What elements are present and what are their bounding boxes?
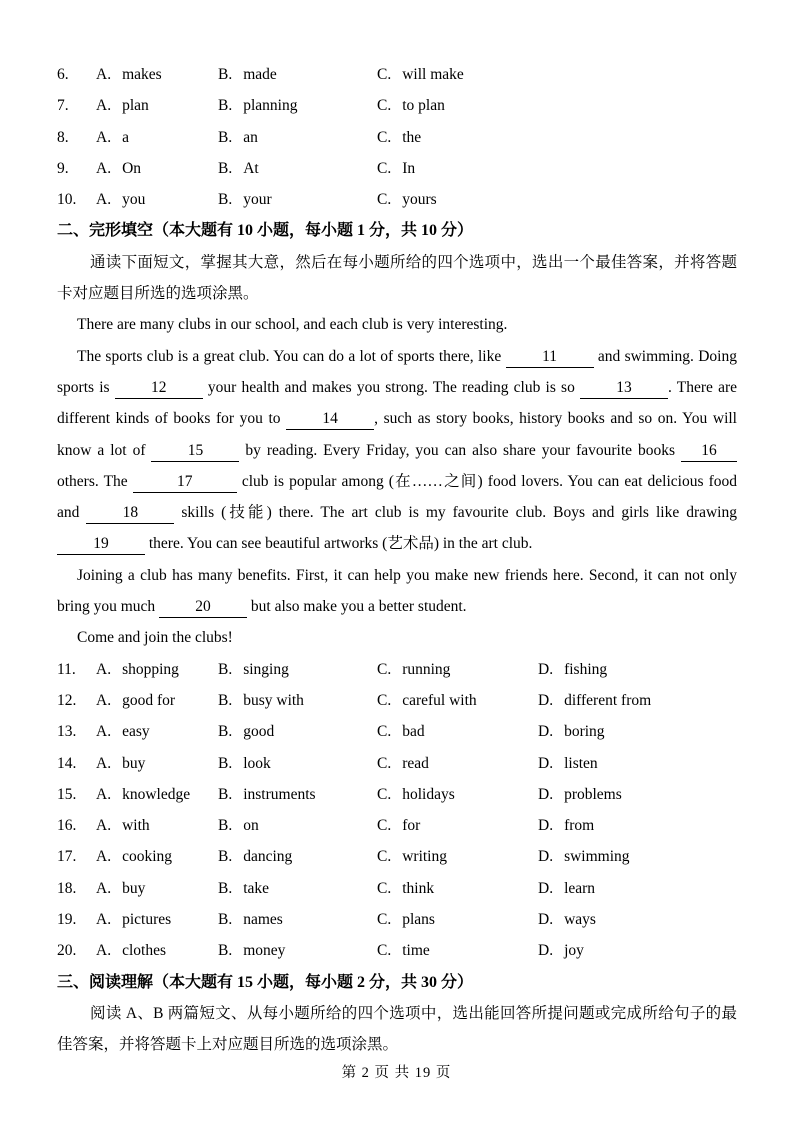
option-cell <box>218 935 377 966</box>
option-cell <box>538 841 737 872</box>
passage-text: your health and makes you strong. The reading club is so <box>202 378 580 396</box>
cloze-blank <box>86 503 174 524</box>
option-text: a <box>122 128 129 146</box>
option-cell <box>377 685 538 716</box>
option-text: take <box>243 879 270 897</box>
option-text: shopping <box>122 660 179 678</box>
option-label: D. <box>538 660 554 678</box>
question-number: 20. <box>57 942 77 960</box>
question-number: 14. <box>57 754 77 772</box>
option-text: At <box>243 159 259 177</box>
cloze-instructions: 通读下面短文，掌握其大意，然后在每小题所给的四个选项中，选出一个最佳答案，并将答题卡对应题目所选的选项涂黑。 <box>57 253 737 303</box>
option-cell <box>218 685 377 716</box>
option-cell <box>218 59 377 90</box>
option-label: A. <box>96 911 112 929</box>
option-cell <box>96 59 218 90</box>
question-row <box>57 685 737 716</box>
option-cell <box>377 122 538 153</box>
option-text: easy <box>122 723 150 741</box>
option-cell <box>377 153 538 184</box>
passage-text: but also make you a better student. <box>247 598 467 616</box>
question-number: 10. <box>57 191 77 209</box>
blank-number: 13 <box>616 378 632 396</box>
passage-text: Joining a club has many benefits. First, it can help you make new friends here. Second, it can not only bring you much <box>57 566 737 616</box>
option-text: writing <box>402 848 447 866</box>
cloze-blank <box>681 441 737 462</box>
option-cell <box>96 904 218 935</box>
question-number: 16. <box>57 817 77 835</box>
cloze-blank <box>115 378 203 399</box>
option-label: D. <box>538 691 554 709</box>
option-label: A. <box>96 66 112 83</box>
option-cell <box>96 122 218 153</box>
option-label: C. <box>377 191 392 209</box>
cloze-blank <box>286 409 374 430</box>
blank-number: 19 <box>93 535 109 553</box>
option-text: plan <box>122 97 149 115</box>
option-label: B. <box>218 66 233 83</box>
option-text: makes <box>122 66 162 83</box>
passage-paragraph <box>57 309 737 340</box>
option-label: A. <box>96 128 112 146</box>
option-cell <box>377 841 538 872</box>
option-text: read <box>402 754 429 772</box>
option-cell <box>96 873 218 904</box>
option-cell <box>218 122 377 153</box>
option-cell <box>96 184 218 215</box>
option-text: planning <box>243 97 298 115</box>
option-label: D. <box>538 785 554 803</box>
question-row <box>57 184 737 215</box>
cloze-section-title: 二、完形填空（本大题有 10 小题，每小题 1 分，共 10 分） <box>57 222 474 240</box>
question-row <box>57 873 737 904</box>
option-label: B. <box>218 911 233 929</box>
option-cell <box>218 873 377 904</box>
passage-text: , such as story books, history books and so on. You will know a lot of <box>57 410 737 459</box>
option-label: A. <box>96 159 112 177</box>
option-text: singing <box>243 660 289 678</box>
cloze-options-block <box>57 654 737 967</box>
option-text: swimming <box>564 848 630 866</box>
option-label: A. <box>96 848 112 866</box>
option-text: with <box>122 817 150 835</box>
option-cell <box>218 841 377 872</box>
option-cell <box>96 90 218 121</box>
page-number-footer: 第 2 页 共 19 页 <box>341 1065 452 1081</box>
option-cell <box>377 779 538 810</box>
blank-number: 14 <box>322 410 338 428</box>
option-text: think <box>402 879 435 897</box>
passage-text: . There are different kinds of books for you to <box>57 378 737 428</box>
passage-text: There are many clubs in our school, and each club is very interesting. <box>77 316 508 334</box>
option-text: joy <box>564 942 584 960</box>
question-row <box>57 122 737 153</box>
option-cell <box>96 935 218 966</box>
question-row <box>57 904 737 935</box>
option-label: D. <box>538 942 554 960</box>
option-text: clothes <box>122 942 166 960</box>
option-text: the <box>402 128 422 146</box>
option-cell <box>538 716 737 747</box>
option-label: D. <box>538 911 554 929</box>
option-text: will make <box>402 66 464 83</box>
option-label: B. <box>218 785 233 803</box>
cloze-blank <box>159 597 247 618</box>
option-text: listen <box>564 754 598 772</box>
question-number: 17. <box>57 848 77 866</box>
option-text: In <box>402 159 416 177</box>
option-label: D. <box>538 848 554 866</box>
option-cell <box>377 810 538 841</box>
cloze-blank <box>133 472 237 493</box>
option-label: C. <box>377 848 392 866</box>
option-label: C. <box>377 911 392 929</box>
option-cell <box>218 716 377 747</box>
option-text: instruments <box>243 785 316 803</box>
option-label: C. <box>377 66 392 83</box>
option-cell <box>377 184 538 215</box>
question-row <box>57 748 737 779</box>
reading-instructions: 阅读 A、B 两篇短文、从每小题所给的四个选项中，选出能回答所提问题或完成所给句子的最佳答案，并将答题卡上对应题目所选的选项涂黑。 <box>57 1004 737 1054</box>
option-cell <box>377 90 538 121</box>
option-cell <box>96 716 218 747</box>
passage-text: skills (技能) there. The art club is my favourite club. Boys and girls like drawing <box>174 504 737 522</box>
option-label: B. <box>218 723 233 741</box>
option-label: C. <box>377 128 392 146</box>
option-label: D. <box>538 817 554 835</box>
cloze-blank <box>506 347 594 368</box>
cloze-blank <box>151 441 239 462</box>
question-row <box>57 935 737 966</box>
question-row <box>57 779 737 810</box>
question-number: 13. <box>57 723 77 741</box>
option-text: for <box>402 817 421 835</box>
option-label: C. <box>377 785 392 803</box>
cloze-blank <box>57 534 145 555</box>
option-text: buy <box>122 754 146 772</box>
option-cell <box>96 654 218 685</box>
option-label: D. <box>538 754 554 772</box>
option-label: A. <box>96 723 112 741</box>
option-label: C. <box>377 159 392 177</box>
option-text: busy with <box>243 691 304 709</box>
option-text: good <box>243 723 275 741</box>
option-cell <box>377 59 538 90</box>
blank-number: 17 <box>177 472 193 490</box>
option-label: C. <box>377 754 392 772</box>
option-label: A. <box>96 754 112 772</box>
option-text: holidays <box>402 785 455 803</box>
option-label: B. <box>218 942 233 960</box>
option-cell <box>96 841 218 872</box>
passage-text: and swimming. Doing sports is <box>57 347 737 396</box>
option-label: A. <box>96 817 112 835</box>
option-cell <box>377 748 538 779</box>
option-label: C. <box>377 879 392 897</box>
option-label: A. <box>96 191 112 209</box>
option-text: On <box>122 159 142 177</box>
option-label: D. <box>538 879 554 897</box>
option-cell <box>96 810 218 841</box>
option-text: good for <box>122 691 176 709</box>
question-number: 15. <box>57 785 77 803</box>
option-label: B. <box>218 660 233 678</box>
option-text: bad <box>402 723 425 741</box>
option-cell <box>538 748 737 779</box>
option-cell <box>377 654 538 685</box>
option-label: C. <box>377 817 392 835</box>
option-label: B. <box>218 159 233 177</box>
question-number: 8. <box>57 128 69 146</box>
passage-paragraph <box>57 341 737 560</box>
passage-text: there. You can see beautiful artworks (艺术品) in the art club. <box>145 535 533 553</box>
option-label: B. <box>218 97 233 115</box>
option-cell <box>538 904 737 935</box>
blank-number: 16 <box>701 441 717 459</box>
option-text: names <box>243 911 283 929</box>
option-text: time <box>402 942 430 960</box>
question-row <box>57 90 737 121</box>
option-cell <box>218 810 377 841</box>
option-label: A. <box>96 942 112 960</box>
option-text: cooking <box>122 848 173 866</box>
option-text: money <box>243 942 286 960</box>
passage-text: others. The <box>57 472 133 490</box>
option-cell <box>218 904 377 935</box>
option-text: boring <box>564 723 605 741</box>
option-cell <box>218 654 377 685</box>
option-cell <box>538 935 737 966</box>
option-label: B. <box>218 848 233 866</box>
option-text: ways <box>564 911 596 929</box>
question-row <box>57 153 737 184</box>
option-text: learn <box>564 879 596 897</box>
question-number: 6. <box>57 66 69 83</box>
option-text: look <box>243 754 271 772</box>
option-cell <box>538 654 737 685</box>
option-cell <box>538 685 737 716</box>
grammar-options-block <box>57 59 737 215</box>
option-text: running <box>402 660 451 678</box>
option-text: knowledge <box>122 785 191 803</box>
option-text: an <box>243 128 258 146</box>
option-text: made <box>243 66 277 83</box>
blank-number: 15 <box>187 441 204 459</box>
cloze-passage <box>57 309 737 653</box>
option-text: different from <box>564 691 652 709</box>
option-label: A. <box>96 97 112 115</box>
option-label: B. <box>218 191 233 209</box>
option-cell <box>538 779 737 810</box>
option-cell <box>218 779 377 810</box>
option-cell <box>96 748 218 779</box>
option-cell <box>218 748 377 779</box>
blank-number: 20 <box>195 598 211 616</box>
option-cell <box>538 810 737 841</box>
option-text: from <box>564 817 595 835</box>
option-label: C. <box>377 660 392 678</box>
option-text: you <box>122 191 146 209</box>
question-row <box>57 716 737 747</box>
blank-number: 12 <box>150 378 167 396</box>
option-label: A. <box>96 691 112 709</box>
passage-text: club is popular among (在……之间) food lovers. You can eat delicious food and <box>57 472 738 522</box>
question-number: 12. <box>57 691 77 709</box>
question-number: 19. <box>57 911 77 929</box>
option-text: plans <box>402 911 435 929</box>
passage-text: The sports club is a great club. You can do a lot of sports there, like <box>77 347 506 365</box>
option-label: A. <box>96 660 112 678</box>
option-label: B. <box>218 754 233 772</box>
option-label: B. <box>218 817 233 835</box>
option-label: B. <box>218 691 233 709</box>
question-row <box>57 654 737 685</box>
option-cell <box>218 153 377 184</box>
option-cell <box>218 90 377 121</box>
option-text: yours <box>402 191 437 209</box>
option-cell <box>538 873 737 904</box>
option-label: C. <box>377 97 392 115</box>
option-label: D. <box>538 723 554 741</box>
question-row <box>57 810 737 841</box>
option-label: A. <box>96 879 112 897</box>
reading-section-title: 三、阅读理解（本大题有 15 小题，每小题 2 分，共 30 分） <box>57 973 474 991</box>
question-row <box>57 841 737 872</box>
blank-number: 18 <box>122 504 139 522</box>
option-text: careful with <box>402 691 477 709</box>
option-cell <box>96 685 218 716</box>
option-label: C. <box>377 723 392 741</box>
option-cell <box>377 904 538 935</box>
option-label: C. <box>377 942 392 960</box>
passage-text: by reading. Every Friday, you can also share your favourite books <box>239 441 681 459</box>
passage-text: Come and join the clubs! <box>77 629 233 647</box>
option-label: B. <box>218 879 233 897</box>
passage-paragraph <box>57 560 737 623</box>
option-text: problems <box>564 785 622 803</box>
question-row <box>57 59 737 90</box>
question-number: 18. <box>57 879 77 897</box>
question-number: 9. <box>57 159 69 177</box>
option-text: pictures <box>122 911 172 929</box>
option-label: A. <box>96 785 112 803</box>
question-number: 7. <box>57 97 69 115</box>
option-cell <box>377 873 538 904</box>
option-text: dancing <box>243 848 293 866</box>
cloze-blank <box>580 378 668 399</box>
option-cell <box>96 153 218 184</box>
option-text: fishing <box>564 660 608 678</box>
passage-paragraph <box>57 622 737 653</box>
blank-number: 11 <box>542 347 558 365</box>
option-text: your <box>243 191 272 209</box>
option-cell <box>377 716 538 747</box>
option-text: on <box>243 817 259 835</box>
option-text: buy <box>122 879 146 897</box>
option-cell <box>96 779 218 810</box>
option-text: to plan <box>402 97 445 115</box>
question-number: 11. <box>57 660 76 678</box>
option-label: C. <box>377 691 392 709</box>
option-cell <box>377 935 538 966</box>
option-label: B. <box>218 128 233 146</box>
option-cell <box>218 184 377 215</box>
